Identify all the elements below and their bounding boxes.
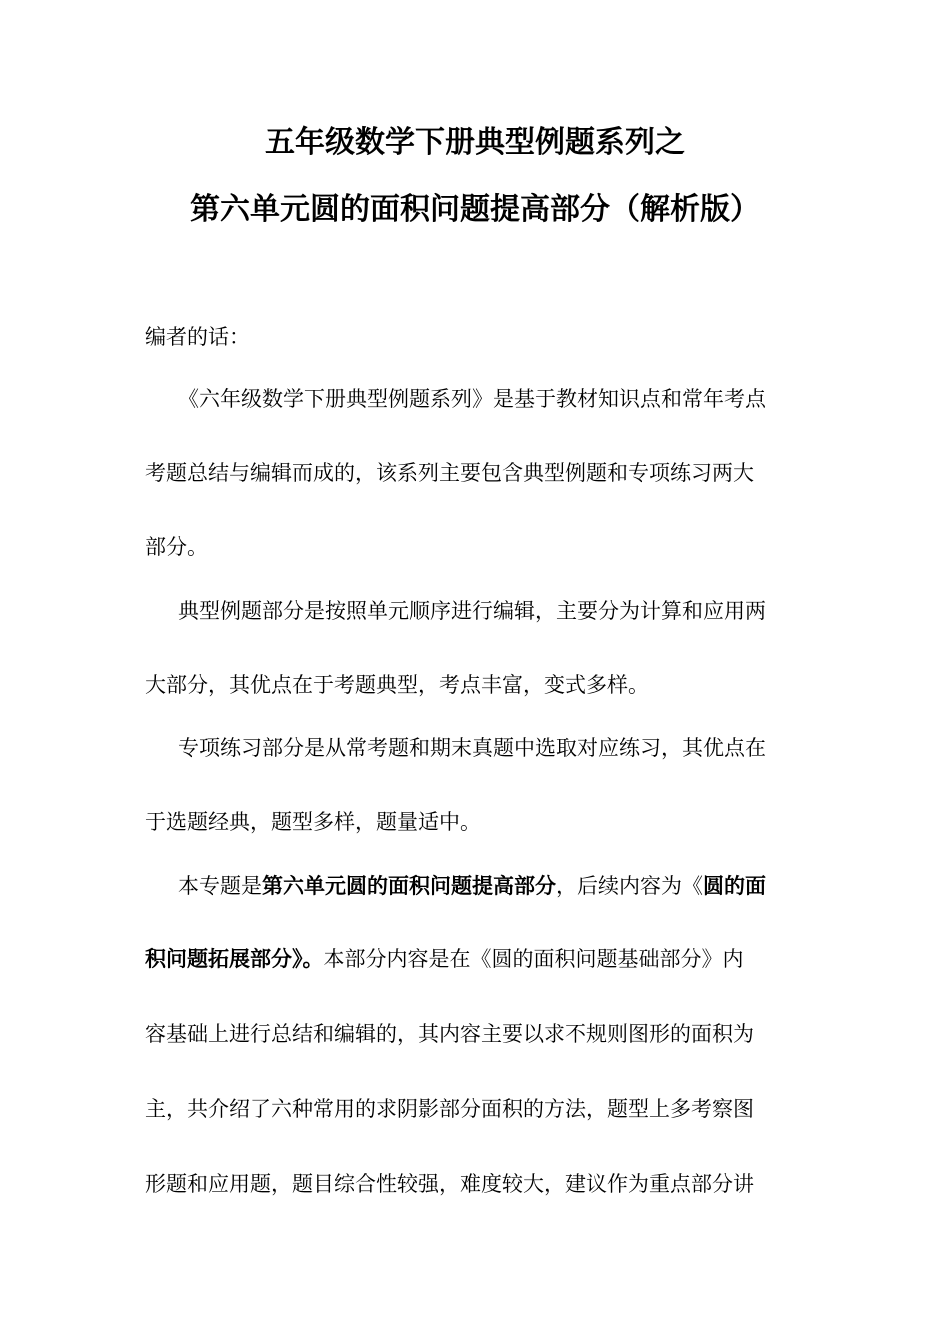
- paragraph-1-line-1: 《六年级数学下册典型例题系列》是基于教材知识点和常年考点: [178, 387, 766, 411]
- paragraph-4-line-4: 主，共介绍了六种常用的求阴影部分面积的方法，题型上多考察图: [145, 1097, 754, 1121]
- paragraph-2-line-2: 大部分，其优点在于考题典型，考点丰富，变式多样。: [145, 673, 649, 697]
- paragraph-4-line-5: 形题和应用题，题目综合性较强，难度较大，建议作为重点部分讲: [145, 1172, 754, 1196]
- editor-note-heading: 编者的话：: [145, 325, 250, 349]
- paragraph-4-line-3: 容基础上进行总结和编辑的，其内容主要以求不规则图形的面积为: [145, 1022, 754, 1046]
- paragraph-4-text: 本专题是: [178, 874, 262, 898]
- paragraph-4-text: ，后续内容为《: [556, 874, 703, 898]
- document-title-line-2: 第六单元圆的面积问题提高部分（解析版）: [190, 192, 760, 227]
- paragraph-2-line-1: 典型例题部分是按照单元顺序进行编辑，主要分为计算和应用两: [178, 599, 766, 623]
- paragraph-4-line-1: [178, 871, 766, 901]
- paragraph-4-text: 本部分内容是在《圆的面积问题基础部分》内: [323, 947, 744, 971]
- paragraph-1-line-2: 考题总结与编辑而成的，该系列主要包含典型例题和专项练习两大: [145, 461, 754, 485]
- paragraph-3-line-2: 于选题经典，题型多样，题量适中。: [145, 810, 481, 834]
- paragraph-1-line-3: 部分。: [145, 535, 208, 559]
- paragraph-3-line-1: 专项练习部分是从常考题和期末真题中选取对应练习，其优点在: [178, 736, 766, 760]
- topic-name-bold: 第六单元圆的面积问题提高部分: [262, 874, 556, 898]
- next-topic-bold: 积问题拓展部分》。: [145, 947, 324, 971]
- paragraph-4-line-2: [145, 944, 744, 974]
- document-title-line-1: 五年级数学下册典型例题系列之: [265, 125, 685, 160]
- next-topic-bold: 圆的面: [703, 874, 766, 898]
